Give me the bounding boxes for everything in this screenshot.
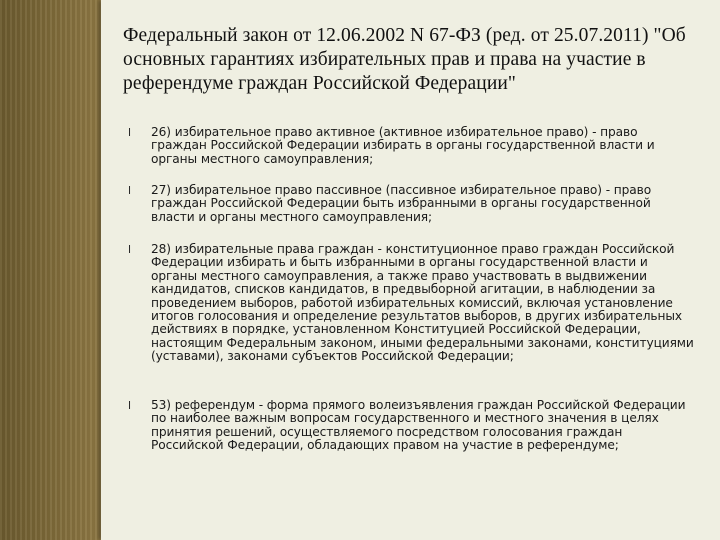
bullet-icon: l — [128, 184, 132, 197]
bullet-icon: l — [128, 243, 132, 256]
list-item-text: 26) избирательное право активное (активное избирательное право) - право граждан Российской Федерации избирать в органы государственной власти и органы местного самоуправления; — [151, 125, 655, 166]
list-item-text: 28) избирательные права граждан - конституционное право граждан Российской Федерации избирать и быть избранными в органы государственной власти и органы местного самоуправления, а также право участвовать в выдвижении кандидатов, списков кандидатов, в предвыборной агитации, в наблюдении за проведением выборов, работой избирательных комиссий, включая установление итогов голосования и определение результатов выборов, в других избирательных действиях в порядке, установленном Конституцией Российской Федерации, настоящим Федеральным законом, иными федеральными законами, конституциями (уставами), законами субъектов Российской Федерации; — [151, 242, 694, 364]
slide-title: Федеральный закон от 12.06.2002 N 67-ФЗ (ред. от 25.07.2011) "Об основных гарантиях избирательных прав и права на участие в референдуме граждан Российской Федерации" — [123, 25, 686, 94]
list-item-text: 27) избирательное право пассивное (пассивное избирательное право) - право граждан Российской Федерации быть избранными в органы государственной власти и органы местного самоуправления; — [151, 183, 652, 224]
list-item-text: 53) референдум - форма прямого волеизъявления граждан Российской Федерации по наиболее важным вопросам государственного и местного значения в целях принятия решений, осуществляемого посредством голосования граждан Российской Федерации, обладающих правом на участие в референдуме; — [151, 398, 686, 453]
bullet-list — [101, 0, 720, 540]
bullet-icon: l — [128, 126, 132, 139]
content-panel — [101, 0, 720, 540]
bullet-icon: l — [128, 399, 132, 412]
